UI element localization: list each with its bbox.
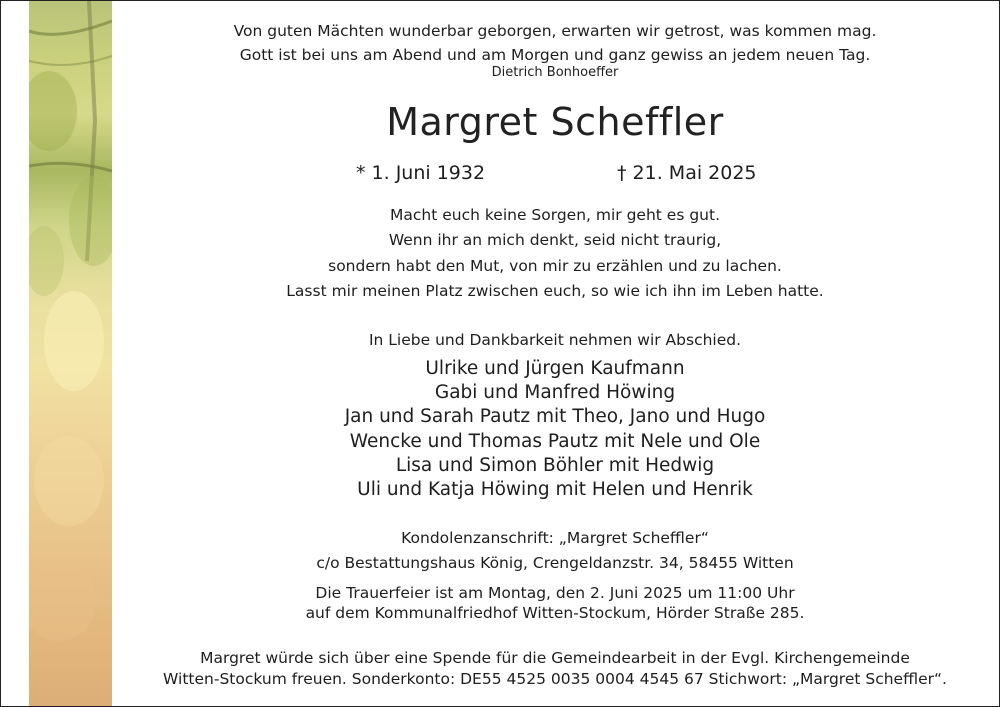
notice-content xyxy=(112,0,998,705)
poem-line: Lasst mir meinen Platz zwischen euch, so wie ich ihn im Leben hatte. xyxy=(286,281,824,300)
family-list xyxy=(112,357,998,502)
family-member: Gabi und Manfred Höwing xyxy=(434,382,676,404)
condolence-address xyxy=(112,526,998,575)
death-date: † 21. Mai 2025 xyxy=(617,162,757,184)
poem-line: Macht euch keine Sorgen, mir geht es gut. xyxy=(390,206,720,224)
poem-line: sondern habt den Mut, von mir zu erzählen und zu lachen. xyxy=(328,256,782,275)
donation-line: Margret würde sich über eine Spende für die Gemeindearbeit in der Evgl. Kirchengemeinde xyxy=(200,649,910,667)
condolence-line: Kondolenzanschrift: „Margret Scheffler“ xyxy=(401,529,709,547)
family-member: Uli und Katja Höwing mit Helen und Henrik xyxy=(357,479,753,501)
family-member: Jan und Sarah Pautz mit Theo, Jano und Hugo xyxy=(344,406,766,428)
poem xyxy=(112,203,998,304)
poem-line: Wenn ihr an mich denkt, seid nicht traurig, xyxy=(388,231,722,250)
forest-path-image xyxy=(29,1,112,706)
quote-author: Dietrich Bonhoeffer xyxy=(491,65,619,80)
family-member: Ulrike und Jürgen Kaufmann xyxy=(425,358,685,379)
quote-line: Von guten Mächten wunderbar geborgen, erwarten wir getrost, was kommen mag. xyxy=(233,22,877,40)
family-member: Wencke und Thomas Pautz mit Nele und Ole xyxy=(349,430,761,452)
donation-request xyxy=(112,648,998,690)
bonhoeffer-quote xyxy=(112,19,998,67)
funeral-service-info xyxy=(112,583,998,623)
condolence-line: c/o Bestattungshaus König, Crengeldanzstr. 34, 58455 Witten xyxy=(316,553,794,572)
service-line: auf dem Kommunalfriedhof Witten-Stockum, Hörder Straße 285. xyxy=(305,604,805,622)
quote-line: Gott ist bei uns am Abend und am Morgen und ganz gewiss an jedem neuen Tag. xyxy=(239,46,871,64)
deceased-name: Margret Scheffler xyxy=(386,100,724,144)
family-member: Lisa und Simon Böhler mit Hedwig xyxy=(395,454,715,476)
farewell-text: In Liebe und Dankbarkeit nehmen wir Abschied. xyxy=(368,331,742,349)
service-line: Die Trauerfeier ist am Montag, den 2. Juni 2025 um 11:00 Uhr xyxy=(315,584,795,602)
birth-date: * 1. Juni 1932 xyxy=(356,162,486,184)
donation-line: Witten-Stockum freuen. Sonderkonto: DE55 4525 0035 0004 4545 67 Stichwort: „Margret Scheffler“. xyxy=(163,670,947,688)
